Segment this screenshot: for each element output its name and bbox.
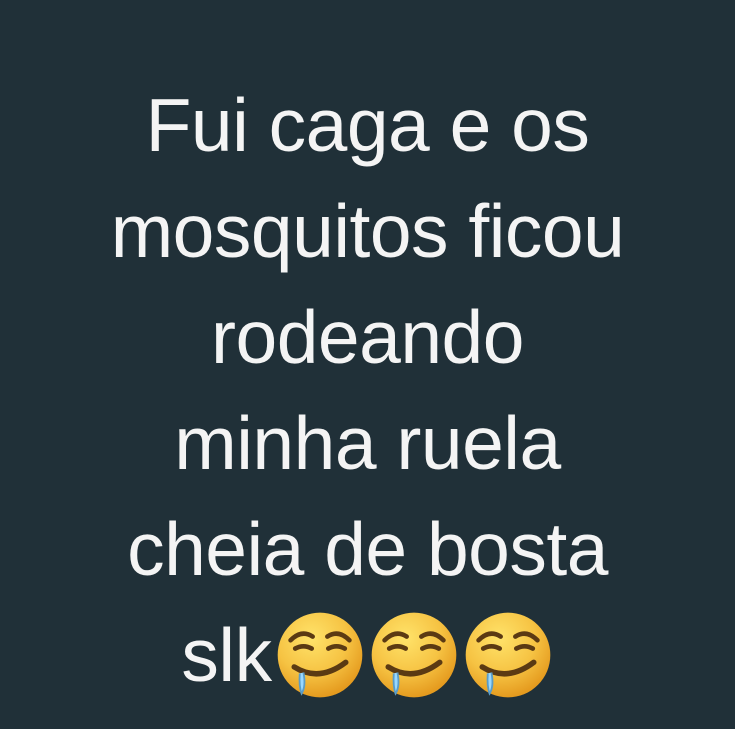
meme-line-6	[0, 602, 735, 708]
drooling-face-emoji-icon	[274, 609, 366, 701]
meme-line-3: rodeando	[211, 295, 524, 379]
drooling-face-emoji-icon	[368, 609, 460, 701]
meme-line-5: cheia de bosta	[127, 507, 608, 591]
meme-line-4: minha ruela	[174, 401, 561, 485]
meme-text	[0, 72, 735, 708]
drooling-face-emoji-icon	[462, 609, 554, 701]
meme-line-6-text: slk	[181, 613, 272, 697]
meme-line-1: Fui caga e os	[145, 83, 590, 167]
meme-line-2: mosquitos ficou	[110, 189, 625, 273]
